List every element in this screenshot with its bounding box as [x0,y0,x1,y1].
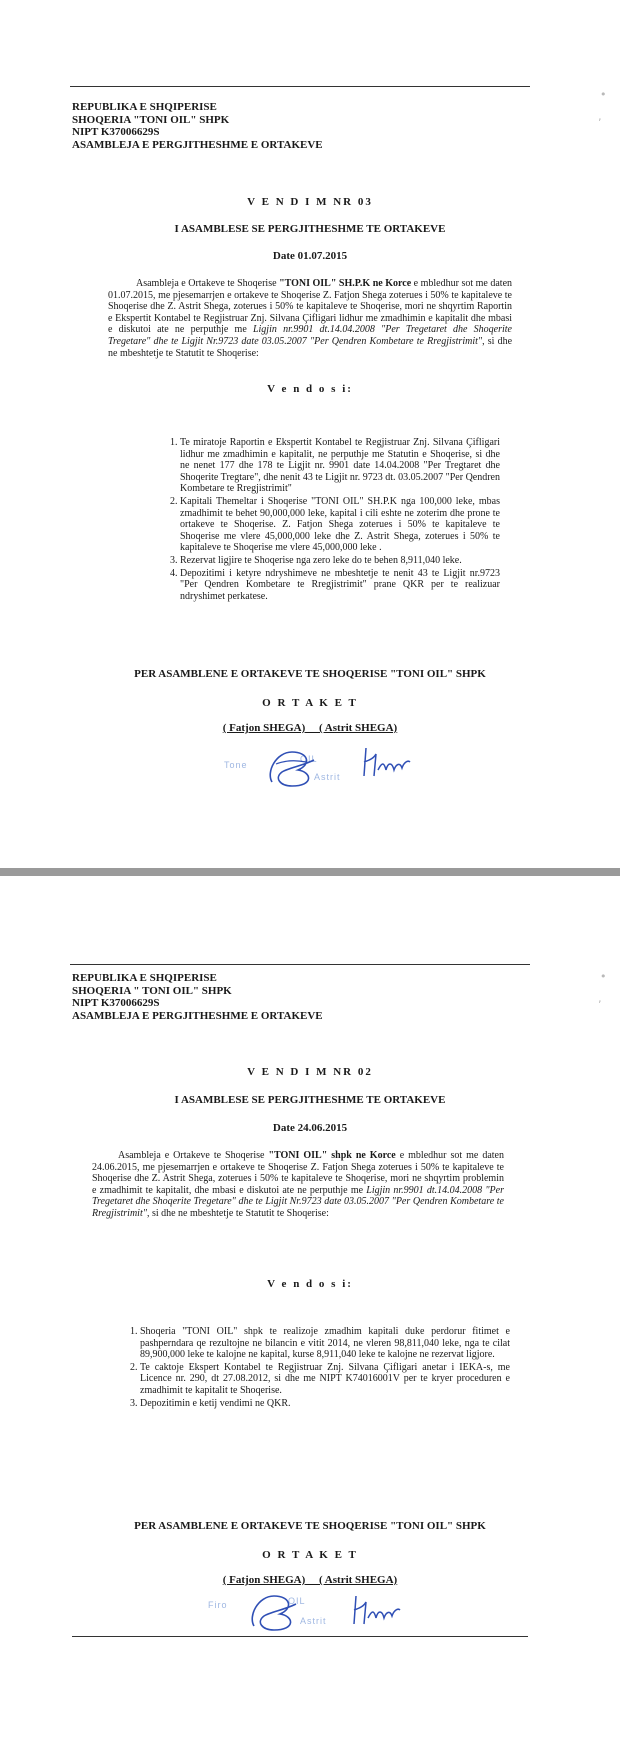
decision-item: 1. Te miratoje Raportin e Ekspertit Kontabel te Regjistruar Znj. Silvana Çifligari lidhur me zmadhimin e kapitalit, ne perputhje me Statutin e Shoqerise, si dhe ne nenet 177 dhe 178 te Ligjit nr. 9901 date 14.04.2008 "Per Tregtaret dhe Shoqerite Tregtare", dhe nenit 43 te Ligjit nr. 9723 dt. 03.05.2007 "Per Qendren Kombetare te Rregjistrimit" [180,437,500,495]
stamp-text: OIL [300,754,318,764]
decision-item: 2. Kapitali Themeltar i Shoqerise "TONI OIL" SH.P.K nga 100,000 leke, mbas zmadhimit te behet 90,000,000 leke, kapital i cili eshte ne zoterim dhe prone te ortakeve te Shoqerise. Z. Fatjon Shega zoterues i 50% te kapitaleve te Shoqerise me vlere 45,000,000 leke dhe Z. Astrit Shega, zoterues i 50% te kapitaleve te Shoqerise me vlere 45,000,000 leke . [180,496,500,554]
decision-item: 1. Shoqeria "TONI OIL" shpk te realizoje zmadhim kapitali duke perdorur fitimet e pashperndara qe rezultojne ne bilancin e vitit 2014, ne vleren 98,811,040 leke, nga te cilat 89,900,000 leke te kalojne ne kapital, kurse 8,911,040 leke te kalojne ne rezervat ligjore. [140,1326,510,1361]
assembly-footer-title: PER ASAMBLENE E ORTAKEVE TE SHOQERISE "TONI OIL" SHPK [134,1520,486,1532]
page-separator [0,868,620,876]
decides-heading: V e n d o s i: [267,383,353,395]
document-page-1 [0,0,620,868]
decision-item: 3. Depozitimin e ketij vendimi ne QKR. [140,1398,510,1410]
intro-text: Asambleja e Ortakeve te Shoqerise [136,278,280,289]
letterhead-line: SHOQERIA " TONI OIL" SHPK [72,984,232,997]
header-rule [70,964,530,965]
assembly-title: I ASAMBLESE SE PERGJITHESHME TE ORTAKEVE [174,223,446,235]
stamp-text: Astrit [314,772,341,782]
decision-items [122,1326,510,1410]
decision-item: 3. Rezervat ligjire te Shoqerise nga zero leke do te behen 8,911,040 leke. [180,555,500,567]
signatories-line: ( Fatjon SHEGA) ( Astrit SHEGA) [222,1574,398,1586]
assembly-footer-title: PER ASAMBLENE E ORTAKEVE TE SHOQERISE "TONI OIL" SHPK [134,668,486,680]
scan-mark: ‚ [598,992,602,1005]
decision-item: 2. Te caktoje Ekspert Kontabel te Regjistruar Znj. Silvana Çifligari anetar i IEKA-s, me Licence nr. 290, dt 27.08.2012, si dhe me NIPT K74016001V per te kryer proceduren e zmadhimit te kapitalit te Shoqerise. [140,1362,510,1397]
scan-mark: • [600,970,607,983]
letterhead-line: SHOQERIA "TONI OIL" SHPK [72,113,230,126]
letterhead [72,101,323,151]
document-page-2 [0,876,620,1752]
company-name: "TONI OIL" SH.P.K ne Korce [279,278,412,289]
intro-text: Asambleja e Ortakeve te Shoqerise [118,1150,269,1161]
signatories-line: ( Fatjon SHEGA) ( Astrit SHEGA) [222,722,398,734]
signature-astrit [348,1590,404,1630]
letterhead [72,972,323,1022]
decision-date: Date 01.07.2015 [272,250,348,262]
partners-heading: O R T A K E T [262,697,358,709]
signature-fatjon [244,1588,308,1634]
scan-mark: • [600,88,607,101]
letterhead-line: REPUBLIKA E SHQIPERISE [72,972,217,984]
decision-title: V E N D I M NR 02 [247,1066,373,1078]
stamp-text: Tone [224,760,248,770]
decision-item: 4. Depozitimi i ketyre ndryshimeve ne mbeshtetje te nenit 43 te Ligjit nr.9723 "Per Qendren Kombetare te Rregjistrimit" prane QKR per te realizuar ndryshimet perkatese. [180,568,500,603]
stamp-text: Astrit [300,1616,327,1626]
letterhead-line: NIPT K37006629S [72,997,160,1009]
intro-paragraph [108,278,512,359]
letterhead-line: NIPT K37006629S [72,126,160,138]
intro-text: e mbledhur sot me daten 01.07.2015, me pjesemarrjen e ortakeve te Shoqerise Z. Fatjon Shega zoterues i 50% te kapitaleve te Shoqerise dhe Z. Astrit Shega, zoterues i 50% te kapitaleve te Shoqerise, mori ne shqyrtim Raportin e Ekspertit Kontabel te Regjistruar Znj. Silvana Çifligari lidhur me zmadhimin e kapitalit dhe mbasi e diskutoi ate ne perputhje me [108,278,513,336]
letterhead-line: REPUBLIKA E SHQIPERISE [72,101,217,113]
decision-date: Date 24.06.2015 [272,1122,348,1134]
stamp-text: OIL [288,1596,306,1606]
header-rule [70,86,530,87]
signature-fatjon [262,742,326,792]
partners-heading: O R T A K E T [262,1549,358,1561]
footer-rule [72,1636,528,1637]
letterhead-line: ASAMBLEJA E PERGJITHESHME E ORTAKEVE [72,1009,323,1022]
decision-title: V E N D I M NR 03 [247,196,373,208]
stamp-text: Firo [208,1600,228,1610]
law-reference: Ligjin nr.9901 dt.14.04.2008 "Per Tregetaret dhe Shoqerite Tregetare" dhe te Ligjit Nr.9723 date 03.05.2007 "Per Qendren Kombetare te Rregjistrimit" [108,324,512,347]
decision-items [162,437,500,603]
intro-text: e mbledhur sot me daten 24.06.2015, me pjesemarrjen e ortakeve te Shoqerise Z. Fatjon Shega zoterues i 50% te kapitaleve te Shoqerise dhe Z. Astrit Shega, zoterues i 50% te kapitaleve te Shoqerise, mori ne shqyrtim problemin e zmadhimit te kapitalit, dhe mbasi e diskutoi ate ne perputhje me [92,1150,504,1196]
assembly-title: I ASAMBLESE SE PERGJITHESHME TE ORTAKEVE [174,1094,446,1106]
signature-astrit [358,742,414,782]
intro-paragraph [92,1150,504,1220]
scan-mark: ‚ [598,110,602,123]
decides-heading: V e n d o s i: [267,1278,353,1290]
law-reference: Ligjin nr.9901 dt.14.04.2008 "Per Tregetaret dhe Shoqerite Tregetare" dhe te Ligjit Nr.9723 date 03.05.2007 "Per Qendren Kombetare te Rregjistrimit" [92,1184,504,1219]
company-name: "TONI OIL" shpk ne Korce [268,1150,396,1161]
intro-text: , si dhe ne mbeshtetje te Statutit te Shoqerise: [108,335,513,359]
intro-text: , si dhe ne mbeshtetje te Statutit te Shoqerise: [146,1207,329,1219]
letterhead-line: ASAMBLEJA E PERGJITHESHME E ORTAKEVE [72,138,323,151]
